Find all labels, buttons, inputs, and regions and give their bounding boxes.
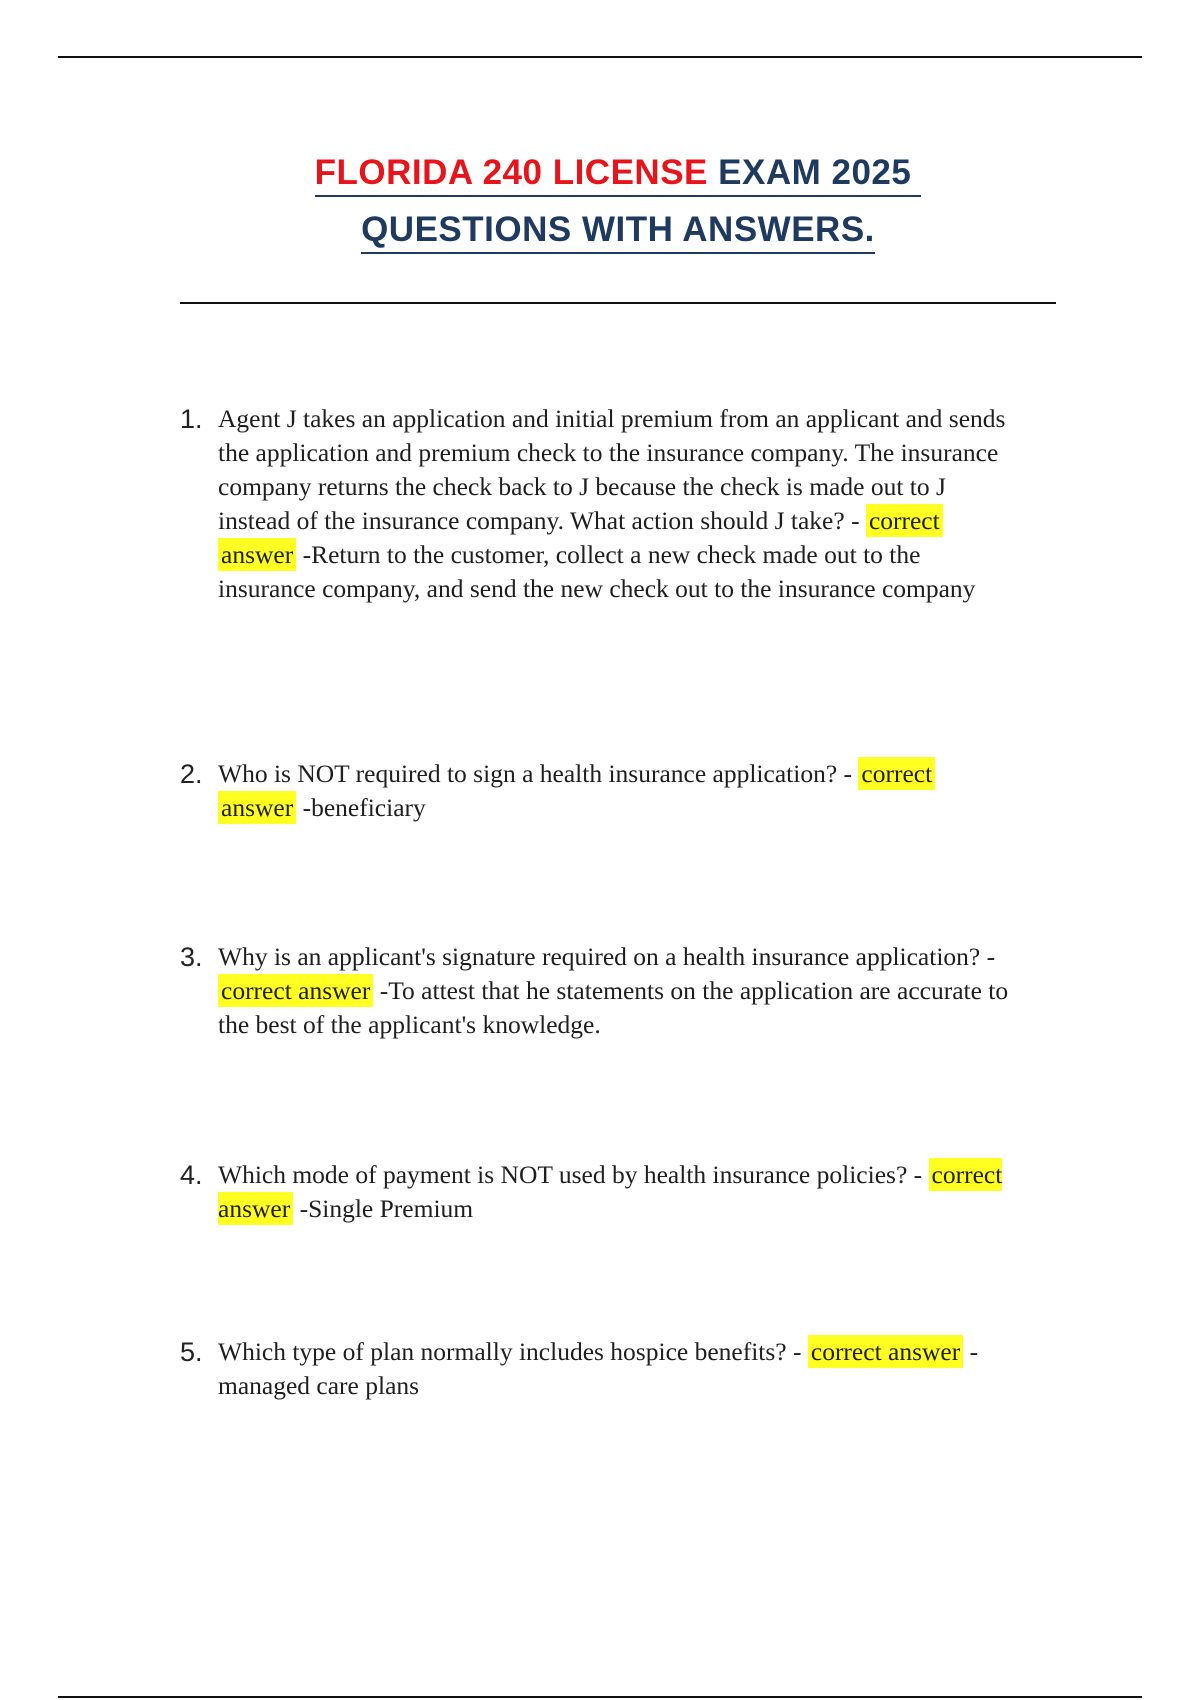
correct-answer-highlight: correct answer	[218, 1160, 1003, 1223]
question-text	[218, 940, 1010, 1042]
separator: -	[980, 942, 996, 971]
question-number: 1.	[180, 404, 203, 434]
question-body: Who is NOT required to sign a health insurance application?	[218, 759, 838, 788]
title-navy-text: EXAM 2025	[718, 153, 912, 192]
question-item	[180, 1335, 1010, 1403]
question-item	[180, 1158, 1010, 1226]
correct-answer-highlight: answer	[218, 538, 296, 571]
answer-text: -To attest that he statements on the application are accurate to the best of the applicant's knowledge.	[218, 976, 1009, 1039]
question-body: Which mode of payment is NOT used by health insurance policies?	[218, 1160, 908, 1189]
title-line-2: QUESTIONS WITH ANSWERS.	[361, 208, 875, 254]
separator: -	[907, 1160, 929, 1189]
footer-rule	[58, 1696, 1142, 1698]
answer-text: -beneficiary	[302, 793, 426, 822]
correct-answer-highlight: answer	[218, 791, 296, 824]
answer-text: -managed care plans	[218, 1337, 979, 1400]
question-item	[180, 940, 1010, 1042]
correct-answer-highlight: correct answer	[218, 974, 373, 1007]
question-number: 5.	[180, 1337, 203, 1367]
question-body: Which type of plan normally includes hospice benefits? -	[218, 1337, 802, 1366]
separator: -	[837, 759, 859, 788]
question-text	[218, 1158, 1010, 1226]
question-number: 2.	[180, 759, 203, 789]
question-text	[218, 1335, 1010, 1403]
answer-text: -Single Premium	[299, 1194, 474, 1223]
question-body: Why is an applicant's signature required on a health insurance application?	[218, 942, 981, 971]
correct-answer-highlight: correct answer	[808, 1335, 963, 1368]
answer-text: -Return to the customer, collect a new check made out to the insurance company, and send the new check out to the insurance company	[218, 540, 976, 603]
correct-answer-highlight: correct	[858, 757, 935, 790]
question-item	[180, 402, 1010, 606]
question-body: Agent J takes an application and initial premium from an applicant and sends the application and premium check to the insurance company. The insurance company returns the check back to J because the check is made out to J instead of the insurance company. What action should J take?	[218, 404, 1006, 535]
question-number: 4.	[180, 1160, 203, 1190]
title-red-text: FLORIDA 240 LICENSE	[314, 153, 708, 192]
question-number: 3.	[180, 942, 203, 972]
question-item	[180, 757, 1010, 825]
correct-answer-highlight: correct	[866, 504, 943, 537]
question-text	[218, 757, 1010, 825]
question-text	[218, 402, 1010, 606]
separator: -	[844, 506, 866, 535]
